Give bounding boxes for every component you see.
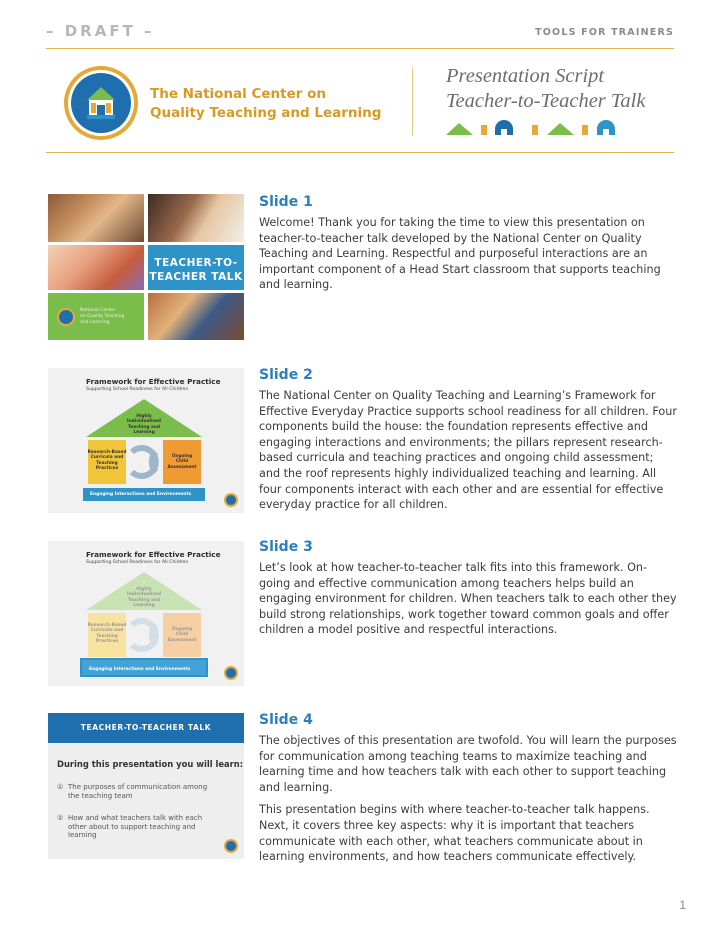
slide-1-thumbnail: [48, 194, 244, 340]
framework-diagram: Framework for Effective Practice Supporting School Readiness for All Children Highly Individualized Teaching and Learning Research-Based Curricula and Teaching Practices Ongoing Child Assessment Engaging Interactions and Environments: [48, 368, 244, 513]
framework-subtitle: Supporting School Readiness for All Children: [86, 560, 189, 565]
framework-foundation: Engaging Interactions and Environments: [83, 488, 205, 501]
photo-smiling-child: [48, 245, 144, 290]
document-title: Presentation Script Teacher-to-Teacher Talk: [446, 65, 646, 112]
slide-3-thumbnail: [48, 541, 244, 686]
objective-item-2: ② How and what teachers talk with each other about to support teaching and learning: [57, 814, 203, 840]
house-icon: [71, 73, 131, 133]
framework-title: Framework for Effective Practice: [86, 550, 221, 559]
slide-4-paragraph-2: This presentation begins with where teacher-to-teacher talk happens. Next, it covers three key aspects: why it is important that teachers communicate with each other, what teachers communicate about in learning environments, and how teachers communicate effectively.: [259, 803, 650, 864]
draft-label: – DRAFT –: [46, 22, 155, 40]
objective-item-1: ① The purposes of communication among the teaching team: [57, 783, 208, 800]
framework-foundation-highlight: Engaging Interactions and Environments: [80, 658, 208, 677]
photo-children-reading: [48, 194, 144, 242]
slide-1-title: Slide 1: [259, 194, 313, 210]
top-divider: [46, 48, 674, 49]
slide-3-title: Slide 3: [259, 539, 313, 555]
center-logo-icon: [57, 308, 75, 326]
slide-4-header: TEACHER-TO-TEACHER TALK: [48, 713, 244, 743]
slide-4-thumbnail: [48, 713, 244, 859]
slide-4-question: During this presentation you will learn:: [57, 759, 244, 769]
framework-subtitle: Supporting School Readiness for All Children: [86, 387, 189, 392]
center-logo-panel: National Center on Quality Teaching and Learning: [48, 293, 144, 340]
decorative-shapes-icon: [446, 120, 632, 136]
series-label: TOOLS FOR TRAINERS: [535, 27, 674, 38]
organization-name: The National Center on Quality Teaching and Learning: [150, 86, 382, 121]
slide-4-paragraph-1: The objectives of this presentation are twofold. You will learn the purposes for communication among teaching teams to maximize teaching and learning time and how teachers talk with each other to support teaching and learning.: [259, 734, 677, 794]
slide-4-title: Slide 4: [259, 712, 313, 728]
organization-logo: [64, 66, 138, 140]
slide-3-paragraph: Let’s look at how teacher-to-teacher talk fits into this framework. On-going and effective communication among teachers helps build an engaging environment for children. When teachers talk to each other they build strong relationships, work together toward common goals and offer children a model positive and respectful interactions.: [259, 561, 677, 637]
slide-1-notes: [259, 194, 677, 293]
center-logo-icon: [224, 493, 238, 507]
header-bottom-divider: [46, 152, 674, 153]
center-logo-icon: [224, 666, 238, 680]
page-number: 1: [679, 898, 686, 912]
slide-2-notes: [259, 367, 677, 513]
center-logo-icon: [224, 839, 238, 853]
photo-teacher-with-child: [148, 194, 244, 242]
slide-2-paragraph: The National Center on Quality Teaching and Learning’s Framework for Effective Everyday Practice supports school readiness for all children. Four components build the house: the foundation represents effective and engaging interactions and environments; the pillars represent research-based curricula and teaching practices and ongoing child assessment; and the roof represents highly individualized teaching and learning. All four components interact with each other and are essential for effective everyday practice for all children.: [259, 389, 677, 512]
slide-2-thumbnail: [48, 368, 244, 513]
header-separator: [412, 68, 413, 136]
slide-3-notes: [259, 539, 677, 638]
photo-classroom-group: [148, 293, 244, 340]
teacher-to-teacher-badge: TEACHER-TO- TEACHER TALK: [148, 245, 244, 290]
framework-title: Framework for Effective Practice: [86, 377, 221, 386]
slide-1-paragraph: Welcome! Thank you for taking the time to view this presentation on teacher-to-teacher talk developed by the National Center on Quality Teaching and Learning. Respectful and purposeful interactions are an important component of a Head Start classroom that supports teaching and learning.: [259, 216, 661, 292]
slide-4-notes: [259, 712, 677, 865]
slide-2-title: Slide 2: [259, 367, 313, 383]
framework-diagram-highlighted: Framework for Effective Practice Supporting School Readiness for All Children Highly Individualized Teaching and Learning Research-Based Curricula and Teaching Practices Ongoing Child Assessment Engaging Interactions and Environments: [48, 541, 244, 686]
